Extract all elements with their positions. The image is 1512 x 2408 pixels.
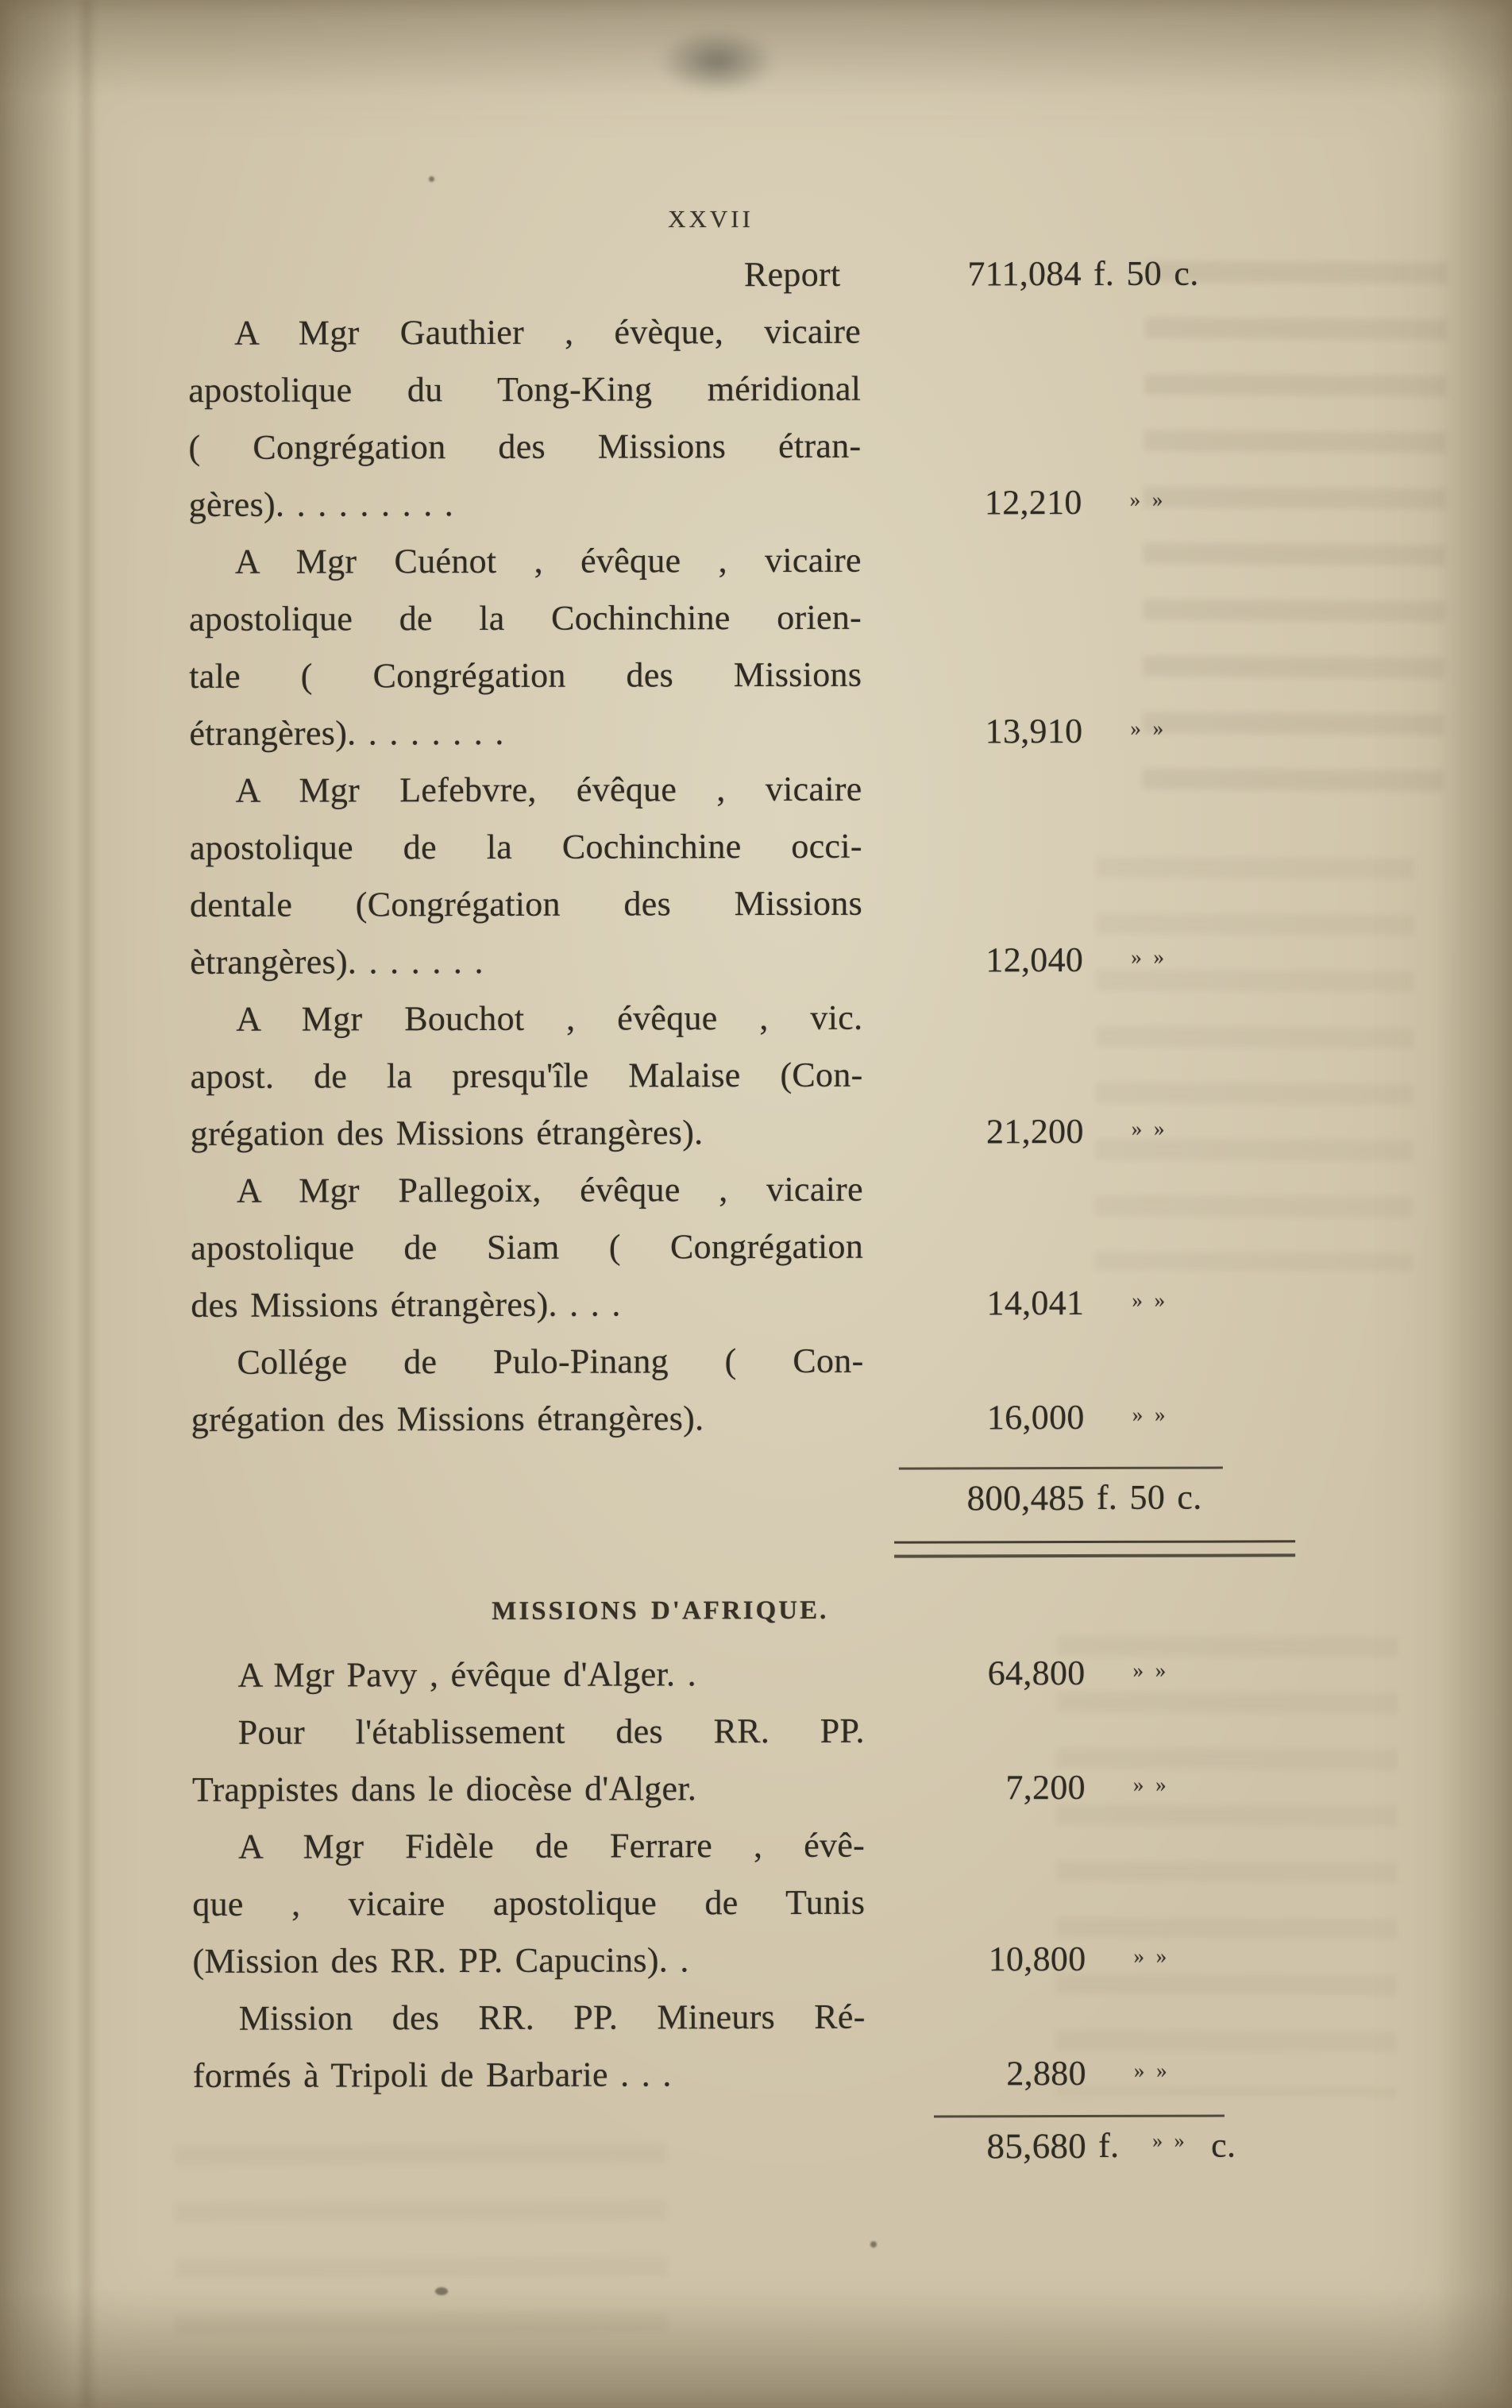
entries-africa [191, 1644, 1368, 2105]
line-text: ( Congrégation des Missions étran- [188, 426, 862, 467]
nil-centimes-mark: » » [1130, 716, 1166, 740]
line-text: grégation des Missions étrangères). [191, 1399, 704, 1439]
text-line [192, 1930, 1367, 1990]
report-label: Report [743, 254, 841, 295]
amount: 12,210 [984, 482, 1082, 523]
line-text: apostolique du Tong-King méridional [188, 369, 862, 410]
text-line [191, 1644, 1367, 1704]
line-text: A Mgr Cuénot , évêque , vicaire [234, 540, 862, 581]
text-line [192, 1758, 1367, 1819]
text-line [190, 874, 1365, 934]
africa-total-amount: 85,680 [986, 2125, 1087, 2167]
text-line [190, 931, 1365, 991]
text-line [193, 1987, 1368, 2047]
africa-total-unit: f. [1098, 2125, 1120, 2165]
text-line [188, 359, 1364, 419]
text-line [190, 988, 1365, 1048]
text-line [191, 1217, 1366, 1277]
line-text: Collége de Pulo-Pinang ( Con- [237, 1341, 864, 1382]
amount: 10,800 [988, 1939, 1086, 1979]
line-text: ètrangères). . . . . . . [190, 941, 484, 982]
amount: 13,910 [985, 711, 1083, 751]
nil-centimes-mark: » » [1132, 1287, 1167, 1312]
line-text: grégation des Missions étrangères). [190, 1113, 704, 1153]
text-line [190, 816, 1365, 877]
line-text: tale ( Congrégation des Missions [189, 654, 862, 696]
report-amount-suffix: f. 50 c. [1093, 253, 1199, 293]
asia-total-suffix: f. 50 c. [1096, 1477, 1202, 1517]
line-text: Pour l'établissement des RR. PP. [237, 1711, 865, 1752]
ink-smudge [658, 29, 777, 94]
nil-centimes-mark: » » [1131, 944, 1166, 969]
text-line [190, 1045, 1365, 1106]
text-line [191, 1102, 1366, 1163]
text-block [188, 245, 1368, 2177]
line-text: des Missions étrangères). . . . [191, 1284, 621, 1325]
line-text: apostolique de la Cochinchine orien- [188, 597, 862, 639]
page-crease-shadow [76, 0, 97, 2408]
amount: 7,200 [1005, 1767, 1086, 1808]
text-line [192, 1873, 1367, 1933]
text-line [192, 1701, 1367, 1762]
line-text: (Mission des RR. PP. Capucins). . [192, 1940, 689, 1981]
text-line [191, 1274, 1366, 1334]
line-text: Mission des RR. PP. Mineurs Ré- [238, 1997, 866, 2038]
line-text: Trappistes dans le diocèse d'Alger. [191, 1769, 697, 1809]
line-text: apostolique de Siam ( Congrégation [191, 1226, 864, 1268]
nil-centimes-mark: » » [1133, 1943, 1169, 1968]
nil-centimes-mark: » » [1129, 487, 1165, 511]
text-line [189, 702, 1364, 762]
amount: 64,800 [987, 1653, 1086, 1693]
line-text: dentale (Congrégation des Missions [189, 883, 863, 924]
text-line [192, 1816, 1367, 1876]
text-line [189, 531, 1364, 591]
text-line [191, 1388, 1367, 1449]
line-text: apost. de la presqu'île Malaise (Con- [190, 1055, 863, 1096]
page-number: XXVII [668, 205, 754, 233]
nil-centimes-mark: » » [1133, 2058, 1169, 2082]
amount: 21,200 [986, 1111, 1084, 1152]
line-text: A Mgr Lefebvre, évêque , vicaire [235, 769, 862, 810]
text-line [189, 645, 1364, 705]
line-text: formés à Tripoli de Barbarie . . . [192, 2055, 672, 2095]
report-amount: 711,084 [967, 253, 1082, 294]
amount: 14,041 [986, 1283, 1085, 1323]
line-text: A Mgr Pallegoix, évêque , vicaire [236, 1169, 863, 1210]
amount: 2,880 [1006, 2053, 1086, 2093]
africa-total-cents: c. [1211, 2125, 1236, 2165]
report-line [188, 245, 1364, 305]
line-text: A Mgr Bouchot , évêque , vic. [236, 998, 863, 1039]
double-rule [894, 1540, 1295, 1557]
text-line [189, 588, 1364, 648]
text-line [190, 759, 1365, 820]
amount: 12,040 [986, 940, 1084, 980]
line-text: étrangères). . . . . . . . [189, 712, 504, 753]
line-text: A Mgr Gauthier , évèque, vicaire [234, 311, 862, 353]
amount: 16,000 [986, 1397, 1085, 1437]
africa-total-nil-mark: » » [1152, 2128, 1186, 2152]
africa-total-line [193, 2117, 1368, 2177]
nil-centimes-mark: » » [1132, 1402, 1167, 1426]
section-heading-afrique: MISSIONS D'AFRIQUE. [492, 1596, 829, 1626]
ink-speck [870, 2241, 877, 2248]
line-text: A Mgr Pavy , évêque d'Alger. . [237, 1654, 696, 1695]
asia-total-line [191, 1468, 1367, 1529]
line-text: apostolique de la Cochinchine occi- [189, 826, 862, 867]
entries-asia [188, 302, 1367, 1449]
text-line [188, 302, 1364, 362]
text-line [188, 416, 1364, 477]
text-line [189, 473, 1364, 534]
nil-centimes-mark: » » [1132, 1657, 1168, 1682]
ink-speck [429, 176, 434, 182]
line-text: A Mgr Fidèle de Ferrare , évê- [238, 1825, 866, 1866]
text-line [191, 1331, 1366, 1391]
nil-centimes-mark: » » [1132, 1772, 1168, 1796]
asia-total-amount: 800,485 [966, 1477, 1086, 1519]
line-text: gères). . . . . . . . . [188, 484, 454, 524]
nil-centimes-mark: » » [1131, 1116, 1167, 1140]
text-line [191, 1160, 1366, 1220]
text-line [193, 2044, 1368, 2105]
ink-speck [435, 2287, 448, 2295]
line-text: que , vicaire apostolique de Tunis [192, 1882, 866, 1924]
